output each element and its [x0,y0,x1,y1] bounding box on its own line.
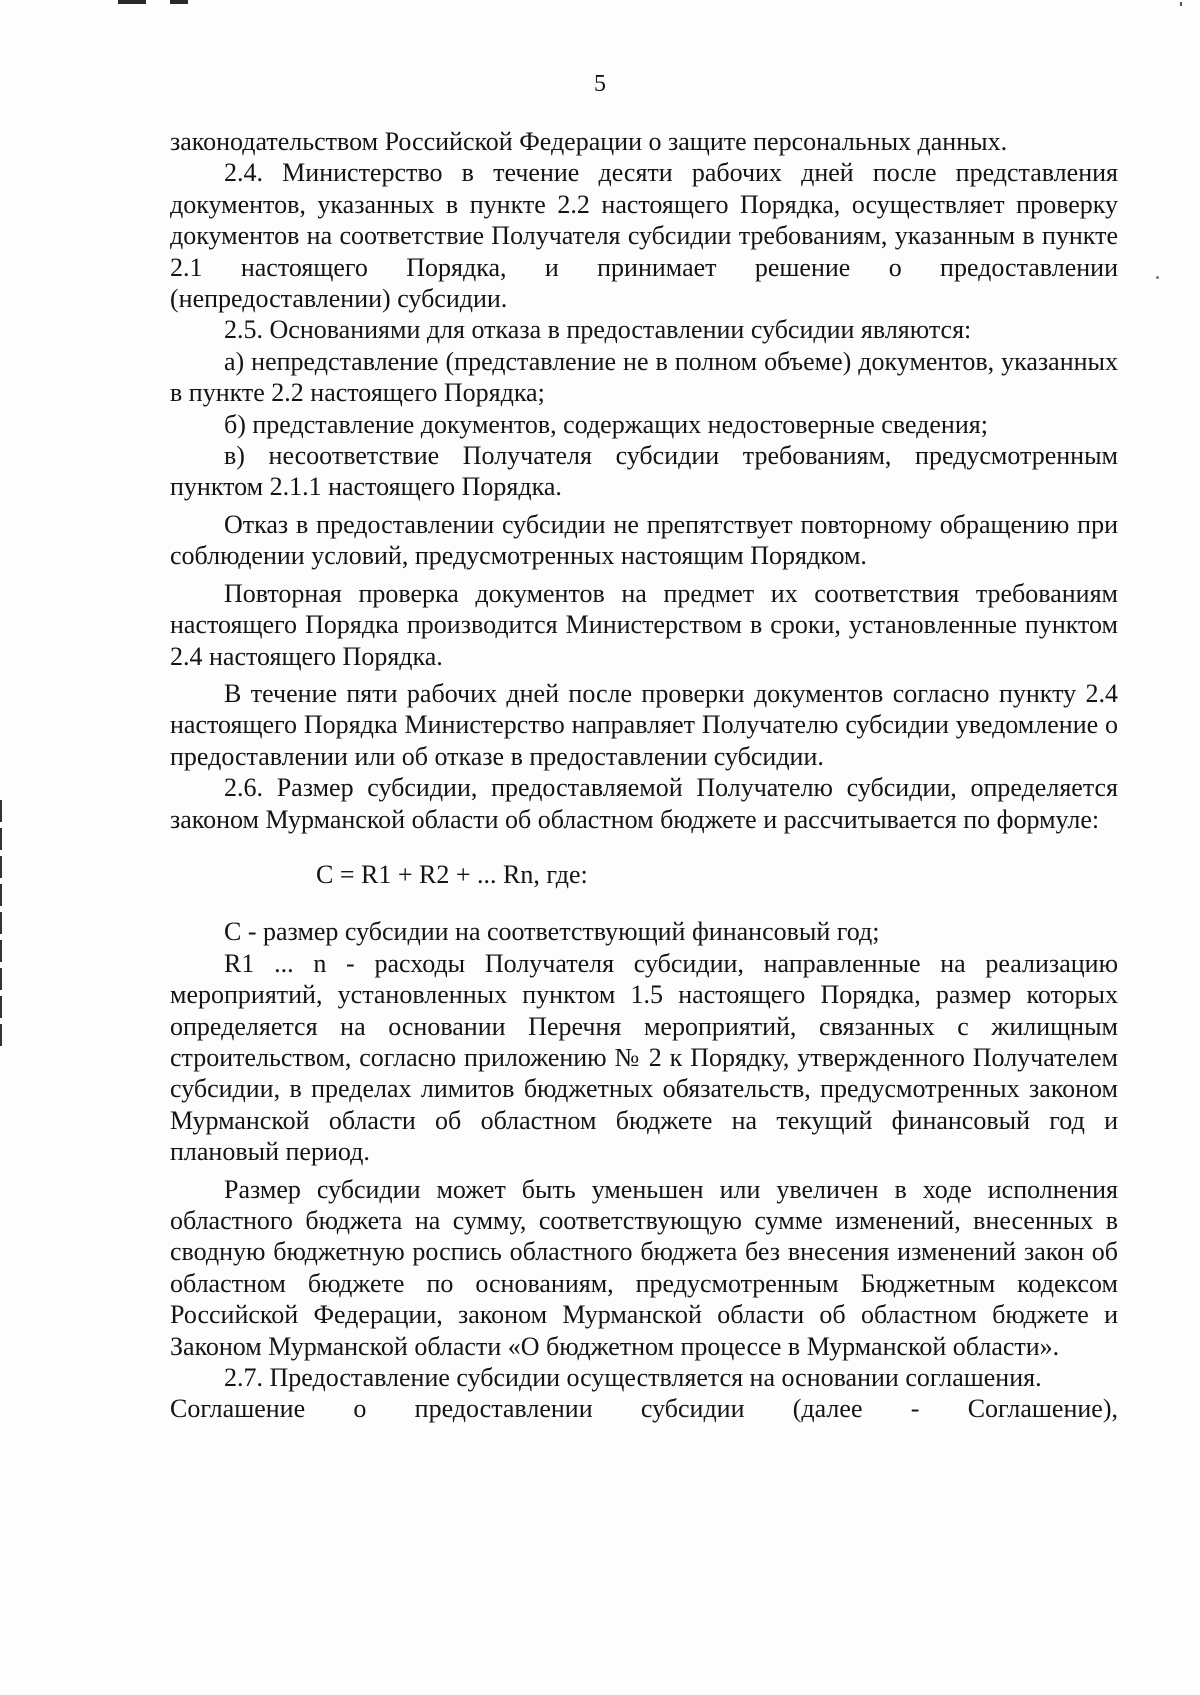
scan-artifact [170,0,188,4]
binding-edge [0,800,2,1050]
paragraph-notification: В течение пяти рабочих дней после проверки документов согласно пункту 2.4 настоящего Порядка Министерство направляет Получателю субсидии уведомление о предоставлении или об отказе в предоставлении субсидии. [170,678,1118,771]
formula-definition-r: R1 ... n - расходы Получателя субсидии, направленные на реализацию мероприятий, установленных пунктом 1.5 настоящего Порядка, размер которых определяется на основании Перечня мероприятий, связанных с жилищным строительством, согласно приложению № 2 к Порядку, утвержденного Получателем субсидии, в пределах лимитов бюджетных обязательств, предусмотренных законом Мурманской области об областном бюджете на текущий финансовый год и плановый период. [170,948,1118,1167]
paragraph-2-5-b: б) представление документов, содержащих недостоверные сведения; [224,409,988,439]
scan-artifact [1180,2,1182,6]
scan-artifact [1156,276,1159,279]
paragraph-2-5-a: а) непредставление (представление не в полном объеме) документов, указанных в пункте 2.2 настоящего Порядка; [170,346,1118,408]
paragraph-2-6: 2.6. Размер субсидии, предоставляемой Получателю субсидии, определяется законом Мурманской области об областном бюджете и рассчитывается по формуле: [170,773,1118,834]
paragraph-agreement: Соглашение о предоставлении субсидии (далее - Соглашение), [170,1394,1118,1424]
paragraph-refusal: Отказ в предоставлении субсидии не препятствует повторному обращению при соблюдении условий, предусмотренных настоящим Порядком. [170,509,1118,571]
formula: C = R1 + R2 + ... Rn, где: [316,859,588,889]
paragraph-recheck: Повторная проверка документов на предмет их соответствия требованиям настоящего Порядка производится Министерством в сроки, установленные пунктом 2.4 настоящего Порядка. [170,578,1118,671]
paragraph-2-5: 2.5. Основаниями для отказа в предоставлении субсидии являются: [224,315,972,345]
document-body [170,126,1118,1425]
scan-artifact [118,0,146,4]
paragraph-2-5-v: в) несоответствие Получателя субсидии требованиям, предусмотренным пунктом 2.1.1 настоящего Порядка. [170,441,1118,502]
paragraph-2-4: 2.4. Министерство в течение десяти рабочих дней после представления документов, указанных в пункте 2.2 настоящего Порядка, осуществляет проверку документов на соответствие Получателя субсидии требованиям, указанным в пункте 2.1 настоящего Порядка, и принимает решение о предоставлении (непредоставлении) субсидии. [170,158,1118,314]
formula-definition-c: C - размер субсидии на соответствующий финансовый год; [224,917,880,947]
page-number: 5 [594,71,606,97]
paragraph-2-7: 2.7. Предоставление субсидии осуществляется на основании соглашения. [224,1363,1042,1393]
paragraph-size-change: Размер субсидии может быть уменьшен или увеличен в ходе исполнения областного бюджета на сумму, соответствующую сумме изменений, внесенных в сводную бюджетную роспись областного бюджета без внесения изменений закон об областном бюджете по основаниям, предусмотренным Бюджетным кодексом Российской Федерации, законом Мурманской области об областном бюджете и Законом Мурманской области «О бюджетном процессе в Мурманской области». [170,1174,1118,1361]
paragraph-continuation: законодательством Российской Федерации о защите персональных данных. [170,127,1008,156]
